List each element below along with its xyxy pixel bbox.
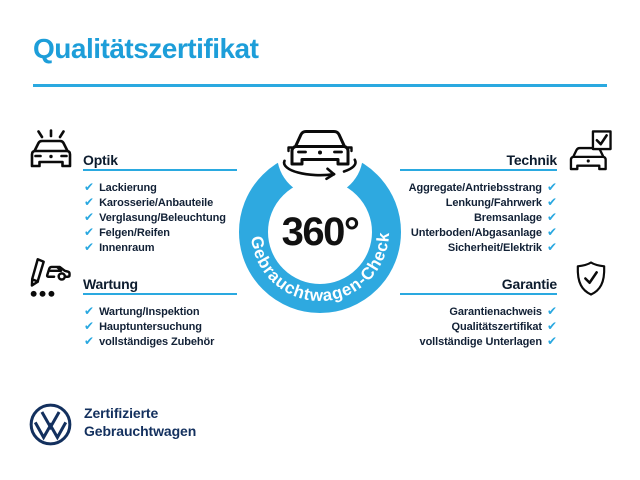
check-item xyxy=(411,225,557,240)
check-icon: ✔ xyxy=(546,224,557,239)
check-item xyxy=(84,225,226,240)
badge-ring-label: Gebrauchtwagen-Check xyxy=(246,231,394,306)
check-item-label: Bremsanlage xyxy=(473,211,542,224)
footer-brand-line1: Zertifizierte xyxy=(84,405,159,421)
check-item-label: Wartung/Inspektion xyxy=(99,305,200,318)
check-icon: ✔ xyxy=(84,239,95,254)
check-icon: ✔ xyxy=(546,194,557,209)
badge-value: 360° xyxy=(281,210,359,254)
check-item xyxy=(452,319,557,334)
section-optik-underline xyxy=(83,169,237,171)
check-icon: ✔ xyxy=(546,179,557,194)
check-item-label: Garantienachweis xyxy=(449,305,542,318)
section-technik-underline xyxy=(400,169,557,171)
check-icon: ✔ xyxy=(546,303,557,318)
check-item-label: Unterboden/Abgasanlage xyxy=(410,226,542,239)
service-checklist-icon xyxy=(26,257,73,302)
check-item-label: Innenraum xyxy=(99,241,155,254)
check-icon: ✔ xyxy=(546,333,557,348)
check-icon: ✔ xyxy=(546,239,557,254)
check-item xyxy=(409,180,557,195)
vw-logo xyxy=(29,403,72,446)
check-item xyxy=(474,210,557,225)
section-wartung-title: Wartung xyxy=(83,276,138,292)
360-check-badge xyxy=(230,122,410,327)
footer-brand-text xyxy=(84,404,196,440)
check-item xyxy=(448,240,557,255)
check-icon: ✔ xyxy=(84,194,95,209)
check-icon: ✔ xyxy=(84,318,95,333)
check-item xyxy=(84,195,226,210)
car-checkbox-icon xyxy=(569,130,612,173)
check-item-label: Lackierung xyxy=(99,181,157,194)
check-icon: ✔ xyxy=(84,224,95,239)
shield-check-icon xyxy=(575,260,607,297)
section-garantie-title: Garantie xyxy=(501,276,557,292)
check-icon: ✔ xyxy=(84,179,95,194)
check-item xyxy=(449,304,557,319)
page-title: Qualitätszertifikat xyxy=(33,33,259,64)
check-item-label: Karosserie/Anbauteile xyxy=(99,196,214,209)
section-technik-list xyxy=(409,180,557,255)
check-item-label: Lenkung/Fahrwerk xyxy=(445,196,542,209)
check-icon: ✔ xyxy=(546,318,557,333)
check-item-label: Hauptuntersuchung xyxy=(99,320,202,333)
check-item-label: Sicherheit/Elektrik xyxy=(447,241,542,254)
section-technik-title: Technik xyxy=(506,152,557,168)
check-icon: ✔ xyxy=(84,303,95,318)
check-item xyxy=(84,210,226,225)
section-garantie-list xyxy=(420,304,557,349)
check-item-label: Verglasung/Beleuchtung xyxy=(99,211,226,224)
check-icon: ✔ xyxy=(84,333,95,348)
section-garantie-underline xyxy=(400,293,557,295)
sparkle-car-icon xyxy=(27,129,75,174)
check-item xyxy=(446,195,557,210)
title-divider xyxy=(33,84,607,87)
check-item xyxy=(84,304,214,319)
check-item xyxy=(84,180,226,195)
section-wartung-underline xyxy=(83,293,237,295)
section-optik-title: Optik xyxy=(83,152,118,168)
check-item-label: Felgen/Reifen xyxy=(99,226,170,239)
section-optik-list xyxy=(84,180,226,255)
check-item xyxy=(420,334,557,349)
check-item-label: Aggregate/Antriebsstrang xyxy=(408,181,542,194)
footer-brand-line2: Gebrauchtwagen xyxy=(84,423,197,439)
check-icon: ✔ xyxy=(84,209,95,224)
check-icon: ✔ xyxy=(546,209,557,224)
check-item-label: Qualitätszertifikat xyxy=(451,320,542,333)
section-wartung-list xyxy=(84,304,214,349)
check-item xyxy=(84,319,214,334)
check-item-label: vollständige Unterlagen xyxy=(419,335,542,348)
check-item xyxy=(84,334,214,349)
check-item xyxy=(84,240,226,255)
check-item-label: vollständiges Zubehör xyxy=(99,335,215,348)
